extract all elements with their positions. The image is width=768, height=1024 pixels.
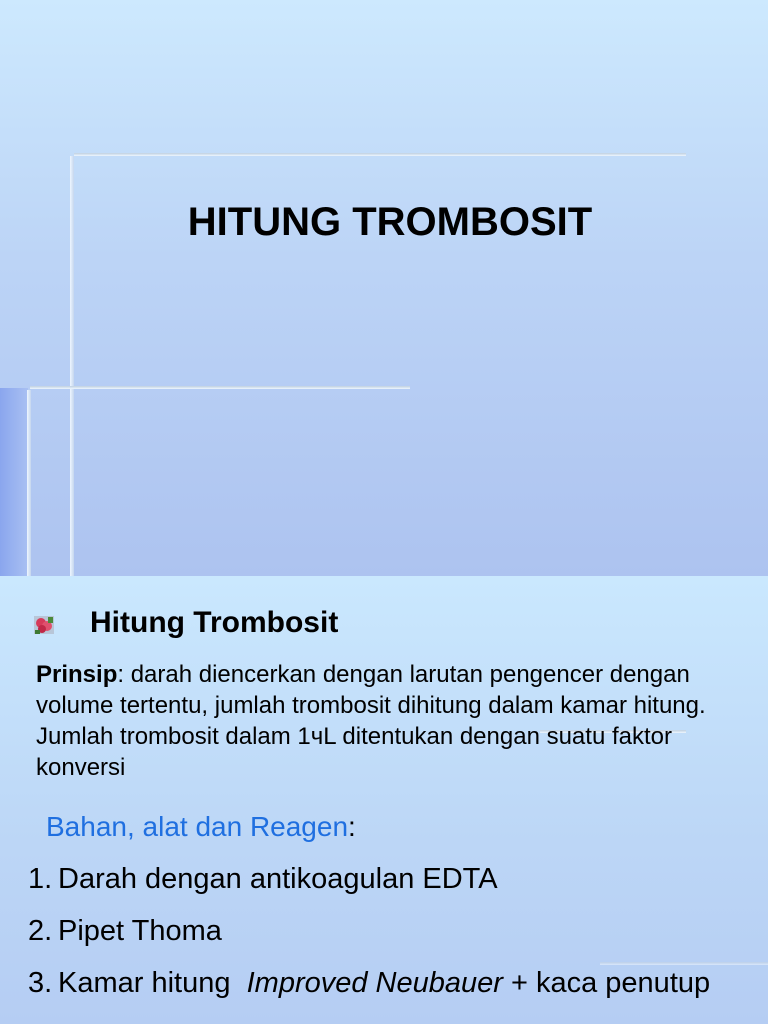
slide-title: HITUNG TROMBOSIT	[187, 200, 593, 244]
list-text-part: Kamar hitung	[58, 967, 247, 999]
principle-paragraph	[36, 659, 736, 783]
flower-bullet-icon	[33, 614, 55, 636]
list-number: 2.	[28, 915, 53, 947]
list-text-italic: Improved Neubauer	[246, 967, 503, 999]
list-item	[28, 914, 748, 948]
decor-horizontal-line	[74, 153, 686, 156]
list-item	[28, 966, 748, 1000]
decor-vertical-line	[27, 390, 31, 576]
materials-list	[28, 862, 748, 1018]
materials-label: Bahan, alat dan Reagen	[46, 811, 349, 842]
list-item	[28, 862, 748, 896]
principle-text: : darah diencerkan dengan larutan pengencer dengan volume tertentu, jumlah trombosit dihitung dalam kamar hitung. Jumlah trombosit dalam 1чL ditentukan dengan suatu faktor konversi	[36, 661, 706, 781]
list-number: 1.	[28, 863, 53, 895]
materials-colon: :	[348, 811, 356, 842]
list-text	[58, 966, 710, 1000]
list-text: Darah dengan antikoagulan EDTA	[58, 863, 498, 895]
decor-horizontal-line	[30, 386, 410, 389]
decor-left-band	[0, 388, 28, 576]
materials-heading	[46, 811, 356, 843]
principle-label: Prinsip	[36, 661, 118, 688]
list-number: 3.	[28, 967, 53, 999]
section-heading: Hitung Trombosit	[90, 606, 339, 639]
list-text-part: + kaca penutup	[502, 967, 711, 999]
list-text: Pipet Thoma	[58, 915, 222, 947]
